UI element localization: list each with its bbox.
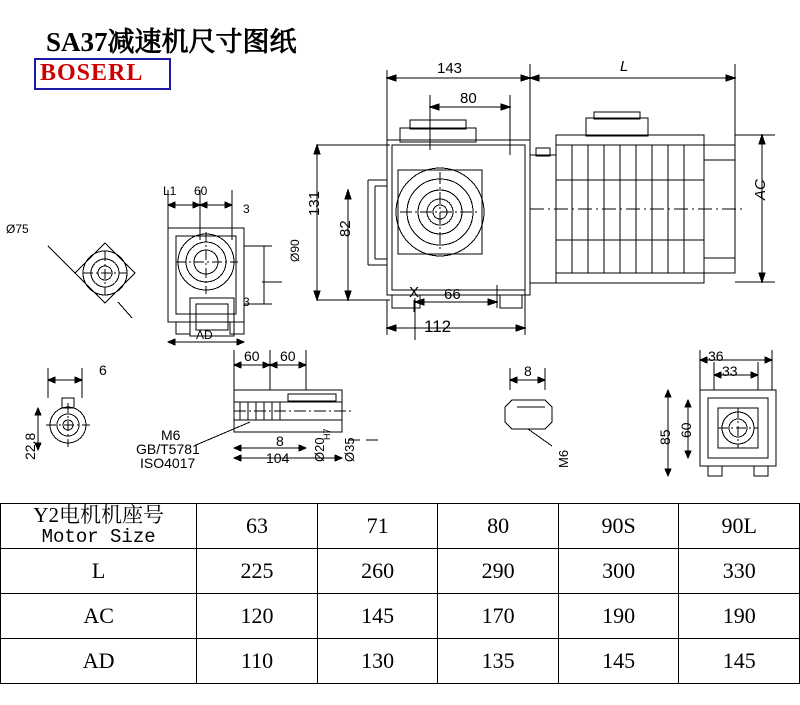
table-col-0: 63 — [197, 504, 318, 549]
cell-AC-80: 170 — [438, 594, 559, 639]
cell-AD-90S: 145 — [558, 639, 679, 684]
label-M6-b: M6 — [556, 449, 571, 468]
cell-AC-90S: 190 — [558, 594, 679, 639]
dim-104: 104 — [266, 450, 290, 466]
dim-112: 112 — [424, 317, 452, 336]
dim-143: 143 — [437, 60, 463, 77]
dim-22p8: 22.8 — [22, 432, 38, 460]
dim-d20: Ø20 — [312, 437, 327, 462]
dim-131: 131 — [306, 190, 323, 216]
dim-3-top: 3 — [243, 202, 250, 216]
cell-L-63: 225 — [197, 549, 318, 594]
table-header-row — [1, 504, 800, 549]
dim-3-bottom: 3 — [243, 295, 250, 309]
dim-33: 33 — [722, 363, 738, 379]
dim-36: 36 — [708, 348, 724, 364]
dim-L1: L1 — [163, 184, 177, 198]
table-col-4: 90L — [679, 504, 800, 549]
brand-logo: BOSERL — [40, 60, 144, 86]
dim-60-b: 60 — [280, 348, 296, 364]
cell-AC-90L: 190 — [679, 594, 800, 639]
table-row — [1, 594, 800, 639]
cell-L-90S: 300 — [558, 549, 679, 594]
table-col-1: 71 — [317, 504, 438, 549]
cell-L-80: 290 — [438, 549, 559, 594]
cell-AD-63: 110 — [197, 639, 318, 684]
row-label-AD: AD — [1, 639, 197, 684]
cell-AD-80: 135 — [438, 639, 559, 684]
row-label-AC: AC — [1, 594, 197, 639]
dim-d20-tol: H7 — [322, 428, 332, 440]
cell-AD-71: 130 — [317, 639, 438, 684]
dim-60-left: 60 — [194, 184, 208, 198]
cell-AD-90L: 145 — [679, 639, 800, 684]
page-title: SA37减速机尺寸图纸 — [46, 27, 297, 57]
header-cn: Y2电机机座号 — [33, 503, 164, 527]
dim-6: 6 — [99, 362, 107, 378]
header-en: Motor Size — [41, 526, 156, 548]
row-label-L: L — [1, 549, 197, 594]
table-header-label — [1, 504, 197, 549]
dim-L: L — [620, 58, 629, 75]
cell-AC-63: 120 — [197, 594, 318, 639]
dim-66: 66 — [444, 286, 461, 303]
dim-80: 80 — [460, 90, 477, 107]
motor-size-table — [0, 503, 800, 684]
table-col-2: 80 — [438, 504, 559, 549]
dim-8-a: 8 — [276, 433, 284, 449]
label-iso4017: ISO4017 — [140, 455, 196, 471]
label-gbt5781: GB/T5781 — [136, 441, 200, 457]
dim-82: 82 — [337, 220, 354, 237]
cell-L-90L: 330 — [679, 549, 800, 594]
table-col-3: 90S — [558, 504, 679, 549]
dim-60-a: 60 — [244, 348, 260, 364]
label-M6-a: M6 — [161, 427, 181, 443]
dim-d75: Ø75 — [6, 222, 29, 236]
marker-X: X — [409, 284, 420, 301]
dim-AC: AC — [752, 179, 769, 200]
cell-L-71: 260 — [317, 549, 438, 594]
dim-85: 85 — [657, 429, 673, 445]
dim-8-b: 8 — [524, 363, 532, 379]
dim-60-c: 60 — [678, 422, 694, 438]
dim-d90: Ø90 — [288, 239, 302, 262]
table-row — [1, 549, 800, 594]
table-row — [1, 639, 800, 684]
cell-AC-71: 145 — [317, 594, 438, 639]
dim-d35: Ø35 — [342, 437, 357, 462]
dim-AD-label: AD — [196, 328, 213, 342]
